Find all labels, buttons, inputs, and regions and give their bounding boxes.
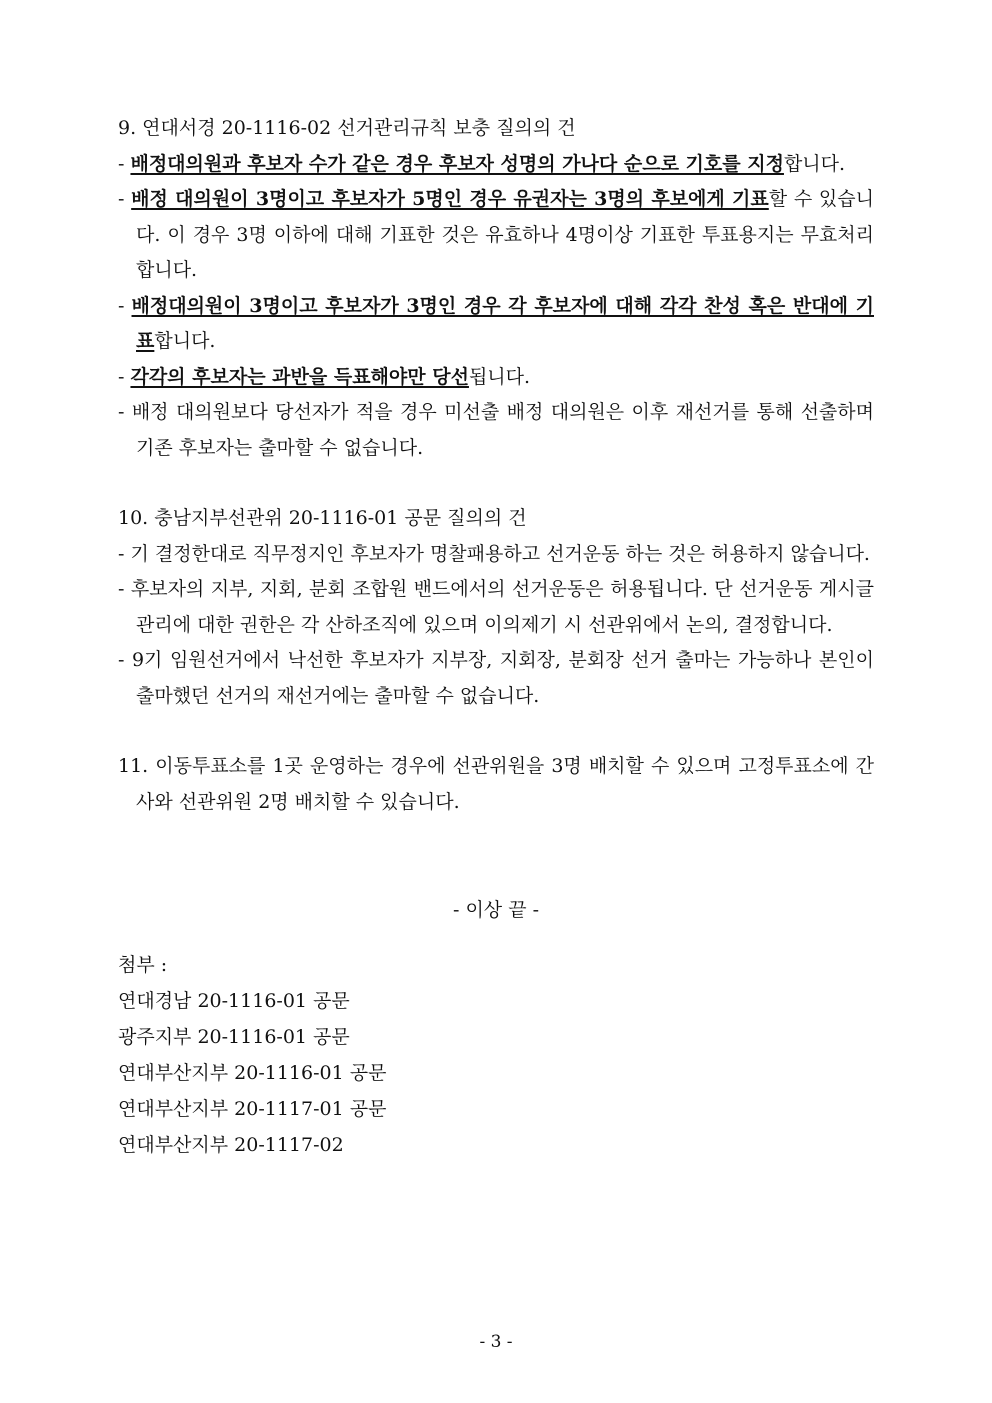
item-bullet: - — [118, 649, 132, 671]
item-text: 9기 임원선거에서 낙선한 후보자가 지부장, 지회장, 분회장 선거 출마는 가능하나 본인이 출마했던 선거의 재선거에는 출마할 수 없습니다. — [131, 649, 874, 707]
item-text: 배정 대의원보다 당선자가 적을 경우 미선출 배정 대의원은 이후 재선거를 통해 선출하며 기존 후보자는 출마할 수 없습니다. — [131, 401, 874, 459]
list-item — [118, 537, 874, 573]
section-11 — [118, 749, 874, 820]
list-item — [118, 147, 874, 183]
attachment-item: 연대부산지부 20-1117-01 공문 — [118, 1098, 387, 1120]
item-bullet: - — [118, 294, 132, 317]
item-text: 합니다. — [783, 152, 846, 175]
attachment-item: 연대부산지부 20-1116-01 공문 — [118, 1062, 387, 1084]
item-bullet: - — [118, 578, 131, 600]
section-10 — [118, 501, 874, 714]
list-item — [118, 395, 874, 466]
attachment-item: 광주지부 20-1116-01 공문 — [118, 1026, 350, 1048]
item-text: 할 수 있습니다. 이 경우 3명 이하에 대해 기표한 것은 유효하나 4명이상 기표한 투표용지는 무효처리합니다. — [136, 188, 874, 281]
list-item — [118, 572, 874, 643]
item-bullet: - — [118, 401, 132, 423]
emphasized-text: 배정 대의원이 3명이고 후보자가 5명인 경우 유권자는 3명의 후보에게 기표 — [131, 188, 769, 210]
document-body — [118, 111, 874, 1163]
emphasized-text: 배정대의원이 3명이고 후보자가 3명인 경우 각 후보자에 대해 각각 찬성 혹은 반대에 기표 — [131, 294, 874, 352]
item-text: 후보자의 지부, 지회, 분회 조합원 밴드에서의 선거운동은 허용됩니다. 단 선거운동 게시글 관리에 대한 권한은 각 산하조직에 있으며 이의제기 시 선관위에서 논의, 결정합니다. — [130, 578, 874, 636]
item-bullet: - — [118, 188, 132, 210]
item-text: 합니다. — [154, 330, 216, 352]
item-bullet: - — [118, 365, 131, 388]
emphasized-text: 각각의 후보자는 과반을 득표해야만 당선 — [130, 365, 469, 388]
section-9 — [118, 111, 874, 466]
attachment-item: 연대부산지부 20-1117-02 — [118, 1134, 344, 1156]
list-item — [118, 360, 874, 396]
closing-mark: - 이상 끝 - — [452, 899, 540, 921]
page-number: - 3 - — [479, 1332, 513, 1352]
list-item — [118, 289, 874, 360]
attachments — [118, 948, 874, 1164]
attachments-title: 첨부 : — [118, 953, 168, 976]
emphasized-text: 배정대의원과 후보자 수가 같은 경우 후보자 성명의 가나다 순으로 기호를 지정 — [130, 152, 784, 175]
list-item — [118, 643, 874, 714]
item-text: 됩니다. — [468, 365, 531, 388]
item-bullet: - — [118, 542, 131, 565]
attachments-list — [118, 983, 874, 1163]
section-paragraph: 11. 이동투표소를 1곳 운영하는 경우에 선관위원을 3명 배치할 수 있으며 고정투표소에 간사와 선관위원 2명 배치할 수 있습니다. — [118, 755, 874, 813]
section-heading: 10. 충남지부선관위 20-1116-01 공문 질의의 건 — [118, 507, 527, 529]
list-item — [118, 182, 874, 289]
item-bullet: - — [118, 152, 131, 175]
item-text: 기 결정한대로 직무정지인 후보자가 명찰패용하고 선거운동 하는 것은 허용하지 않습니다. — [130, 542, 870, 565]
section-heading: 9. 연대서경 20-1116-02 선거관리규칙 보충 질의의 건 — [118, 117, 576, 139]
attachment-item: 연대경남 20-1116-01 공문 — [118, 990, 350, 1012]
